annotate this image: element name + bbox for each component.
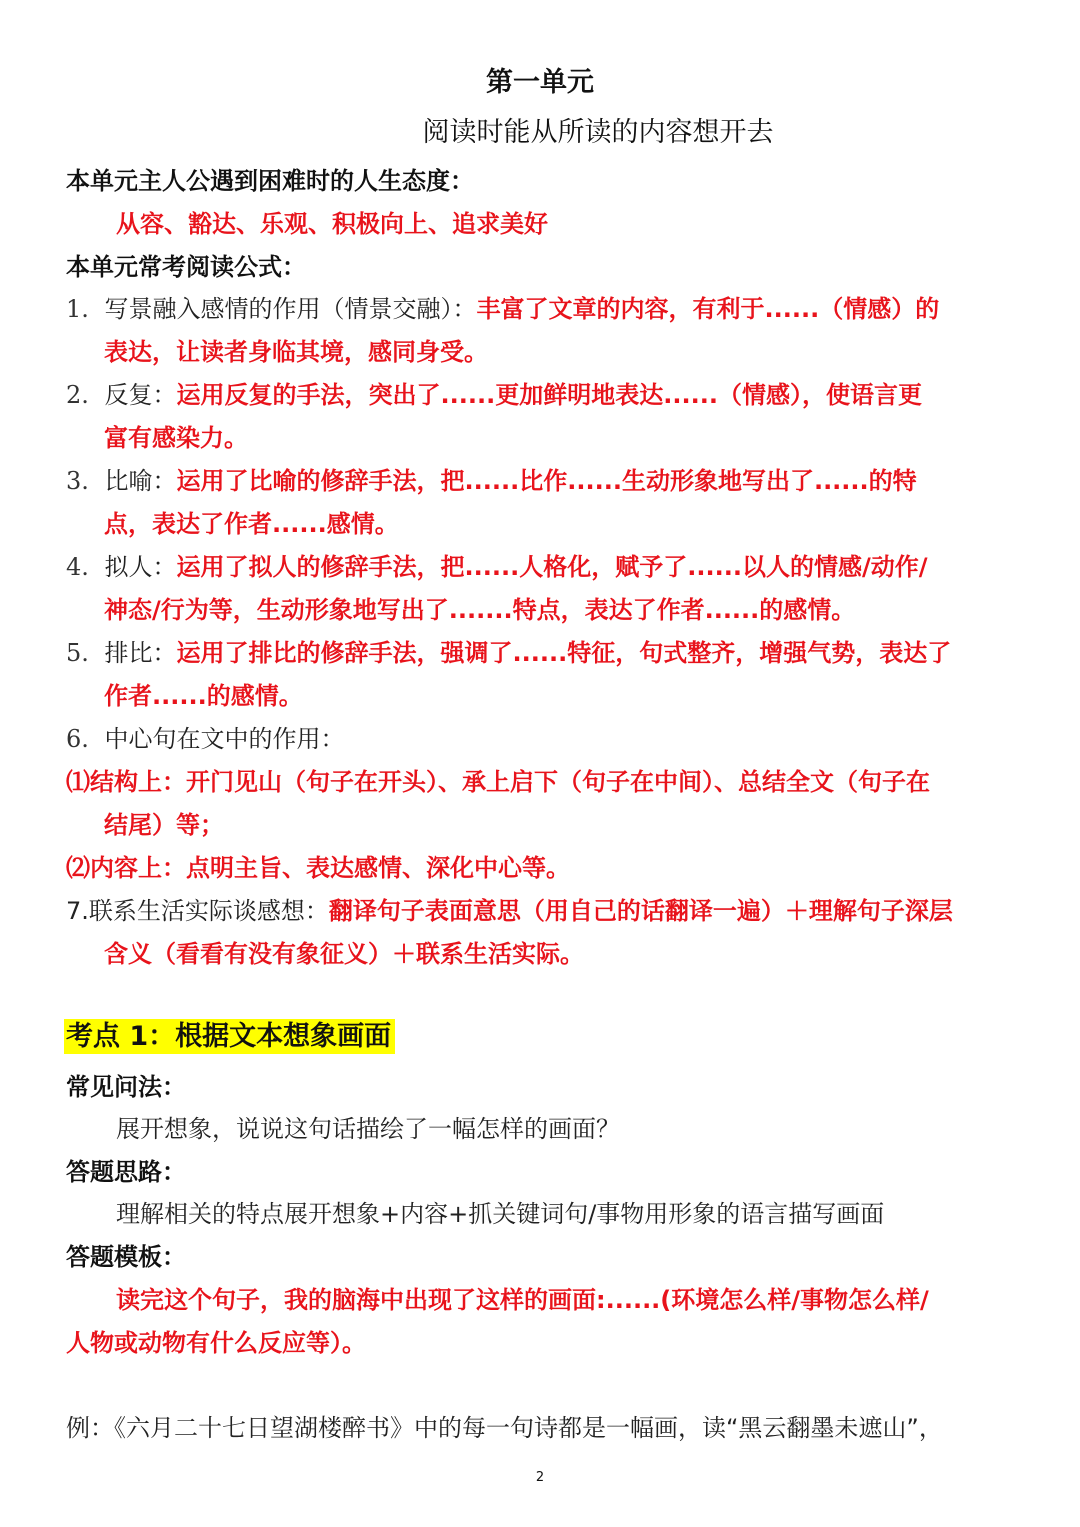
item-label: 写景融入感情的作用（情景交融）： bbox=[104, 295, 477, 323]
formula-item-6 bbox=[66, 724, 345, 754]
highlighted-heading: 考点 1：根据文本想象画面 bbox=[64, 1019, 395, 1054]
question-heading: 常见问法： bbox=[66, 1073, 186, 1101]
approach-heading: 答题思路： bbox=[66, 1158, 186, 1186]
question-text: 展开想象，说说这句话描绘了一幅怎样的画面？ bbox=[116, 1115, 620, 1143]
formula-item-5-cont: 作者......的感情。 bbox=[104, 682, 303, 710]
item-text: 丰富了文章的内容，有利于......（情感）的 bbox=[476, 295, 940, 323]
item-text: 运用了拟人的修辞手法，把......人格化，赋予了......以人的情感/动作/ bbox=[176, 553, 928, 581]
formula-item-6-sub-2: ⑵内容上：点明主旨、表达感情、深化中心等。 bbox=[66, 854, 570, 882]
formula-item-7 bbox=[66, 896, 953, 926]
formula-item-2-cont: 富有感染力。 bbox=[104, 424, 248, 452]
formula-item-1-cont: 表达，让读者身临其境，感同身受。 bbox=[104, 338, 488, 366]
page-number: 2 bbox=[535, 1470, 545, 1485]
item-number: 4. bbox=[66, 553, 89, 581]
item-number: 5. bbox=[66, 639, 89, 667]
item-label: 拟人： bbox=[104, 553, 177, 581]
formula-item-6-sub-1-cont: 结尾）等； bbox=[104, 811, 224, 839]
formula-item-4 bbox=[66, 552, 927, 582]
kaodian-1-title bbox=[64, 1022, 395, 1052]
formula-item-7-cont: 含义（看看有没有象征义）＋联系生活实际。 bbox=[104, 940, 584, 968]
item-label: 中心句在文中的作用： bbox=[104, 725, 345, 753]
formula-item-1 bbox=[66, 294, 939, 324]
item-text: 运用反复的手法，突出了......更加鲜明地表达......（情感），使语言更 bbox=[176, 381, 922, 409]
formula-item-4-cont: 神态/行为等，生动形象地写出了.......特点，表达了作者......的感情。 bbox=[104, 596, 856, 624]
formulas-heading: 本单元常考阅读公式： bbox=[66, 253, 306, 281]
formula-item-3 bbox=[66, 466, 917, 496]
item-number: 2. bbox=[66, 381, 89, 409]
item-text: 运用了比喻的修辞手法，把......比作......生动形象地写出了......的特 bbox=[176, 467, 917, 495]
formula-item-5 bbox=[66, 638, 951, 668]
item-text: 翻译句子表面意思（用自己的话翻译一遍）＋理解句子深层 bbox=[328, 897, 953, 925]
item-number: 3. bbox=[66, 467, 89, 495]
item-label: 反复： bbox=[104, 381, 177, 409]
unit-subtitle: 阅读时能从所读的内容想开去 bbox=[422, 117, 774, 148]
formula-item-3-cont: 点，表达了作者......感情。 bbox=[104, 510, 399, 538]
item-number: 6. bbox=[66, 725, 89, 753]
formula-item-6-sub-1: ⑴结构上：开门见山（句子在开头）、承上启下（句子在中间）、总结全文（句子在 bbox=[66, 768, 930, 796]
example-text: 例：《六月二十七日望湖楼醉书》中的每一句诗都是一幅画，读“黑云翻墨未遮山”， bbox=[66, 1414, 943, 1442]
attitude-heading: 本单元主人公遇到困难时的人生态度： bbox=[66, 167, 474, 195]
item-number: 7. bbox=[66, 897, 89, 925]
attitude-values: 从容、豁达、乐观、积极向上、追求美好 bbox=[116, 210, 548, 238]
item-text: 运用了排比的修辞手法，强调了......特征，句式整齐，增强气势，表达了 bbox=[176, 639, 952, 667]
template-text-cont: 人物或动物有什么反应等）。 bbox=[66, 1329, 366, 1357]
approach-text: 理解相关的特点展开想象+内容+抓关键词句/事物用形象的语言描写画面 bbox=[116, 1200, 885, 1228]
item-number: 1. bbox=[66, 295, 89, 323]
template-heading: 答题模板： bbox=[66, 1243, 186, 1271]
item-label: 联系生活实际谈感想： bbox=[88, 897, 329, 925]
item-label: 排比： bbox=[104, 639, 177, 667]
item-label: 比喻： bbox=[104, 467, 177, 495]
formula-item-2 bbox=[66, 380, 922, 410]
unit-title: 第一单元 bbox=[486, 67, 594, 98]
template-text: 读完这个句子，我的脑海中出现了这样的画面:......(环境怎么样/事物怎么样/ bbox=[116, 1286, 929, 1314]
